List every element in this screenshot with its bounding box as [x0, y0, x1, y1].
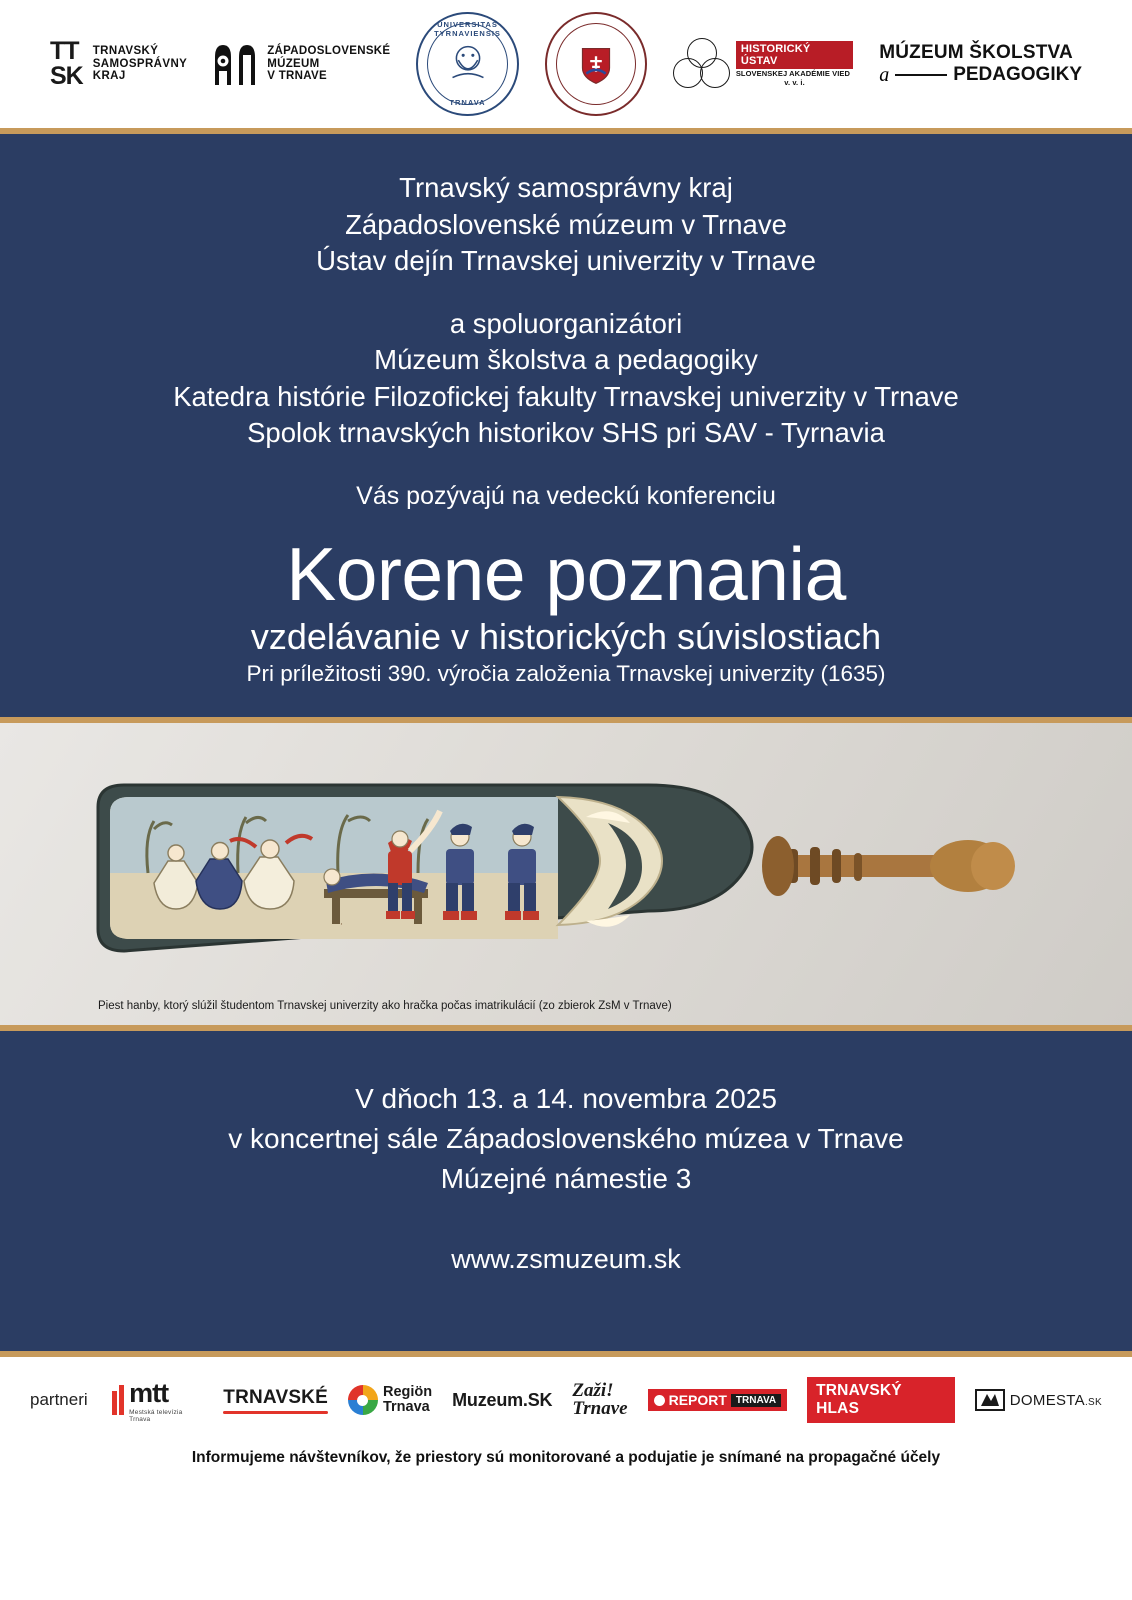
domesta-wordmark — [1010, 1392, 1102, 1409]
co-organizers-label: a spoluorganizátori — [449, 307, 683, 339]
spacer-1 — [40, 280, 1092, 306]
domesta-icon — [975, 1389, 1005, 1411]
domesta-name: DOMESTA — [1009, 1391, 1085, 1409]
trnavsky-hlas-wordmark: TRNAVSKÝ HLAS — [807, 1377, 955, 1423]
artifact-photo — [0, 723, 1132, 1025]
region-line-2: Trnava — [382, 1399, 430, 1416]
event-venue: v koncertnej sále Západoslovenského múzea v Trnave — [228, 1122, 904, 1154]
hu-line-2: SLOVENSKEJ AKADÉMIE VIED — [735, 69, 851, 79]
report-label: REPORT — [668, 1392, 727, 1409]
invitation-text: Vás pozývajú na vedeckú konferenciu — [356, 481, 776, 510]
co-organizer-line-2: Katedra histórie Filozofickej fakulty Trnavskej univerzity v Trnave — [173, 380, 959, 412]
seal-bottom-text: TRNAVA — [449, 98, 486, 107]
partner-domesta[interactable] — [975, 1389, 1102, 1411]
region-trnava-wordmark — [383, 1385, 432, 1415]
partner-report-trnava[interactable] — [648, 1389, 788, 1411]
zsm-line-2: MÚZEUM — [267, 57, 320, 70]
msp-rule — [895, 74, 947, 76]
partner-trnavsky-hlas[interactable] — [807, 1377, 955, 1423]
partners-label: partneri — [30, 1390, 88, 1410]
hu-line-3: v. v. i. — [784, 78, 805, 88]
conference-title: Korene poznania — [286, 531, 846, 616]
zazi-trnave-wordmark — [572, 1382, 627, 1418]
partner-region-trnava[interactable] — [348, 1385, 432, 1415]
zsm-line-3: V TRNAVE — [267, 70, 327, 83]
msp-ampersand: a — [879, 63, 890, 86]
logo-muzeum-skolstva — [879, 42, 1082, 87]
mtt-bars-icon — [112, 1385, 125, 1415]
msp-line-2: PEDAGOGIKY — [953, 64, 1083, 85]
logo-coat-of-arms-seal — [545, 12, 647, 116]
co-organizer-line-1: Múzeum školstva a pedagogiky — [374, 344, 758, 376]
ttsk-monogram: TT SK — [50, 37, 83, 90]
seal-top-text: UNIVERSITAS TYRNAVIENSIS — [434, 20, 501, 38]
partners-bar — [0, 1357, 1132, 1443]
museum-building-icon — [213, 41, 257, 87]
logo-ttsk — [50, 39, 187, 89]
logo-universitas-tyrnaviensis-seal — [416, 12, 518, 116]
partner-trnavske[interactable] — [223, 1387, 328, 1414]
zsm-wordmark — [267, 45, 390, 84]
domesta-suffix: .SK — [1084, 1396, 1102, 1408]
domesta-glyph — [979, 1392, 1001, 1408]
region-trnava-icon — [348, 1385, 378, 1415]
mtt-subtitle: Mestská televízia Trnava — [129, 1408, 183, 1423]
photo-caption: Piest hanby, ktorý slúžil študentom Trnavskej univerzity ako hračka počas imatrikulácií (zo zbierok ZsM v Trnave) — [98, 1000, 672, 1013]
hu-line-1: HISTORICKÝ ÚSTAV — [736, 41, 853, 69]
report-wordmark — [648, 1389, 788, 1411]
hu-wordmark — [736, 41, 853, 87]
ttsk-line-2: SAMOSPRÁVNY — [92, 57, 188, 70]
header-logo-bar — [0, 0, 1132, 128]
organizer-line-1: Trnavský samosprávny kraj — [399, 172, 733, 203]
organizer-line-2: Západoslovenské múzeum v Trnave — [345, 208, 787, 240]
main-navy-panel — [0, 134, 1132, 717]
svg-text:·: · — [340, 920, 343, 931]
co-organizer-line-3: Spolok trnavských historikov SHS pri SAV - Tyrnavia — [247, 417, 885, 449]
footer-note: Informujeme návštevníkov, že priestory sú monitorované a podujatie je snímané na propagačné účely — [191, 1449, 941, 1467]
event-dates: V dňoch 13. a 14. novembra 2025 — [355, 1083, 777, 1115]
ttsk-line-1: TRNAVSKÝ — [92, 44, 159, 57]
spacer-2 — [40, 452, 1092, 478]
trnavske-wordmark: TRNAVSKÉ — [223, 1386, 328, 1408]
event-details-panel — [0, 1031, 1132, 1351]
report-city-tag: TRNAVA — [731, 1394, 781, 1407]
report-dot-icon — [654, 1395, 665, 1406]
zazi-line-2: Trnave — [572, 1398, 628, 1420]
ttsk-wordmark — [93, 45, 188, 84]
msp-line-2-row — [879, 64, 1082, 87]
zazi-line-1: Zaži! — [572, 1380, 614, 1402]
mtt-wordmark: mtt — [129, 1377, 169, 1408]
partner-mtt[interactable] — [112, 1378, 204, 1423]
organizers-main — [40, 170, 1092, 280]
co-organizers — [40, 306, 1092, 452]
msp-line-1: MÚZEUM ŠKOLSTVA — [879, 41, 1073, 63]
organizer-line-3: Ústav dejín Trnavskej univerzity v Trnave — [316, 245, 816, 277]
event-website[interactable]: www.zsmuzeum.sk — [451, 1244, 681, 1275]
trnavske-underline — [223, 1411, 328, 1414]
logo-historicky-ustav — [673, 38, 853, 90]
coat-seal-inner-ring — [556, 23, 636, 105]
event-address: Múzejné námestie 3 — [440, 1162, 692, 1194]
conference-subtitle: vzdelávanie v historických súvislostiach — [250, 615, 882, 657]
partner-muzeum-sk[interactable] — [452, 1390, 552, 1411]
painted-paddle-illustration — [88, 777, 1068, 967]
region-line-1: Regiön — [382, 1383, 433, 1400]
ttsk-line-3: KRAJ — [92, 70, 126, 83]
muzeum-sk-wordmark: Muzeum.SK — [452, 1389, 553, 1410]
partner-zazi-trnave[interactable] — [572, 1382, 627, 1418]
conference-occasion: Pri príležitosti 390. výročia založenia Trnavskej univerzity (1635) — [246, 661, 886, 687]
logo-zsm — [213, 41, 390, 87]
three-circles-icon — [673, 38, 730, 90]
zsm-line-1: ZÁPADOSLOVENSKÉ — [267, 44, 391, 57]
